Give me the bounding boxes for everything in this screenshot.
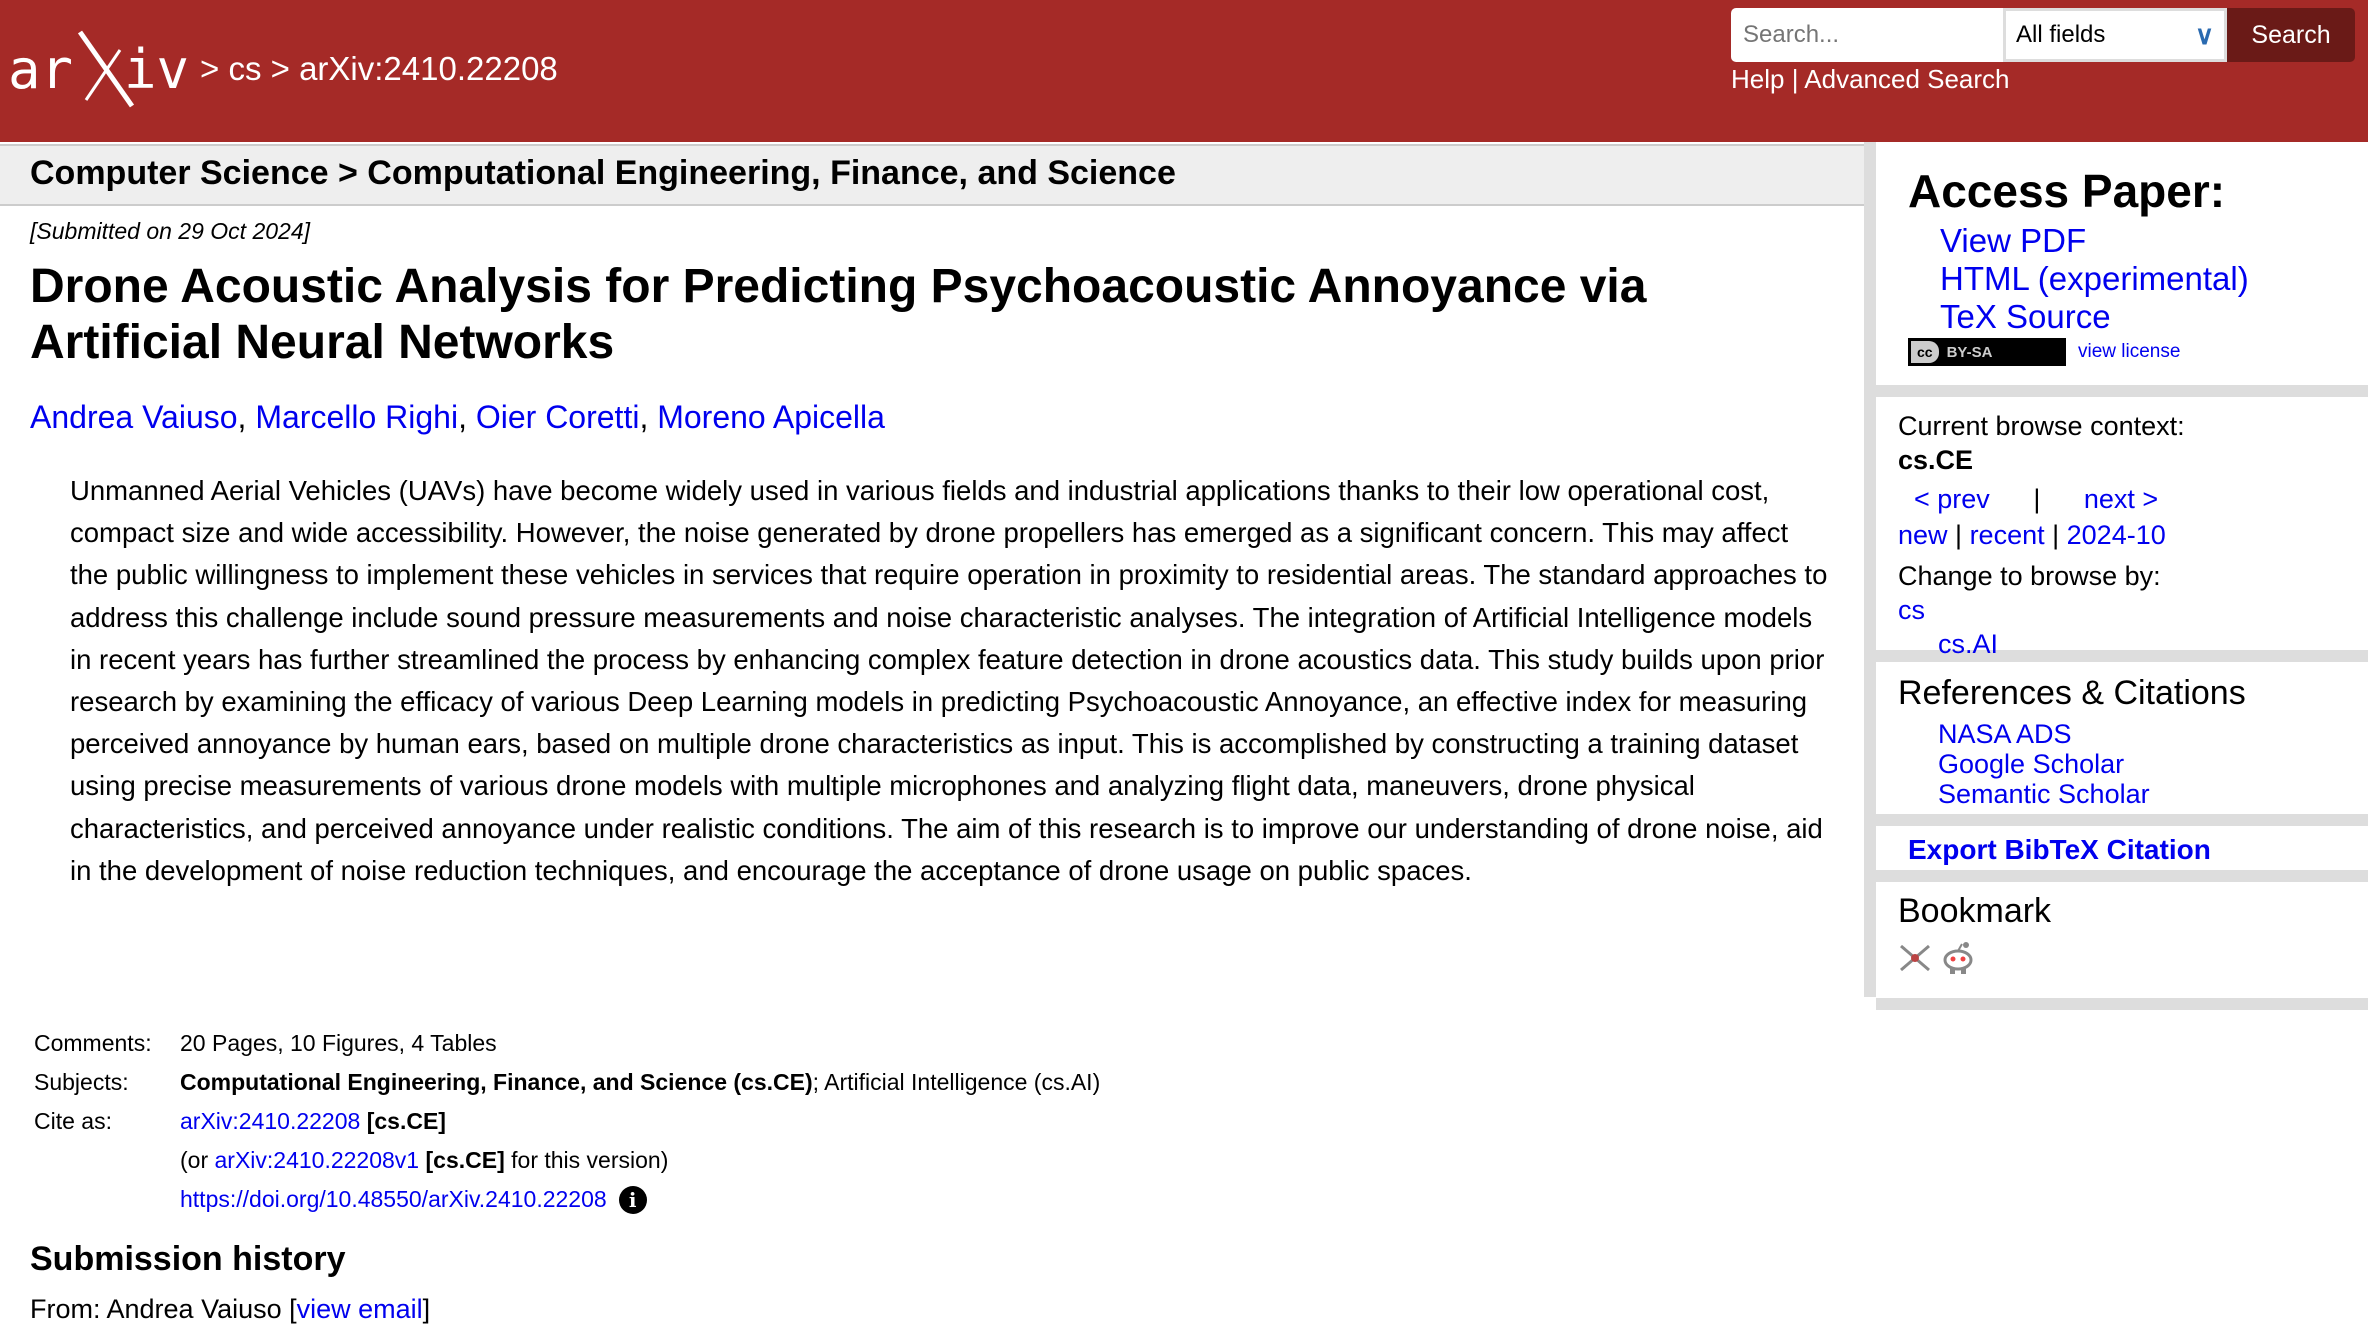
info-icon[interactable]: i xyxy=(619,1186,647,1214)
help-links: Help | Advanced Search xyxy=(1731,64,2010,94)
svg-text:ar: ar xyxy=(8,38,74,101)
separator: | xyxy=(2033,484,2041,514)
cite-version-category: [cs.CE] xyxy=(425,1147,505,1173)
primary-subject: Computational Engineering, Finance, and Science (cs.CE) xyxy=(180,1069,813,1095)
submission-history-title: Submission history xyxy=(30,1240,346,1278)
breadcrumb-paper-id: arXiv:2410.22208 xyxy=(299,50,558,87)
cite-version-prefix: (or xyxy=(180,1147,215,1173)
search-input[interactable] xyxy=(1731,8,2003,62)
cite-version-link[interactable]: arXiv:2410.22208v1 xyxy=(214,1147,420,1173)
doi-link[interactable]: https://doi.org/10.48550/arXiv.2410.22208 xyxy=(180,1185,607,1212)
sidebar-divider xyxy=(1864,142,1876,997)
tex-source-link[interactable]: TeX Source xyxy=(1940,298,2111,335)
secondary-subject: ; Artificial Intelligence (cs.AI) xyxy=(812,1069,1101,1095)
references-box xyxy=(1876,662,2368,826)
bibsonomy-icon[interactable] xyxy=(1898,941,1932,975)
bookmark-title: Bookmark xyxy=(1898,892,2052,930)
next-link[interactable]: next > xyxy=(2083,484,2159,514)
svg-text:iv: iv xyxy=(124,38,190,101)
access-paper-title: Access Paper: xyxy=(1908,165,2226,217)
prev-link[interactable]: < prev xyxy=(1914,484,1990,514)
submission-date: [Submitted on 29 Oct 2024] xyxy=(30,218,311,244)
search-form xyxy=(1731,8,2355,62)
browse-csai-link[interactable]: cs.AI xyxy=(1938,629,1999,659)
view-license-link[interactable]: view license xyxy=(2078,341,2181,362)
html-link[interactable]: HTML (experimental) xyxy=(1940,260,2249,297)
cc-icon: cc xyxy=(1911,341,1939,363)
browse-context-box: Current browse context: cs.CE < prev | next > new | recent | 2024-10 Change to browse by: cs cs.AI xyxy=(1876,397,2368,662)
cc-license-badge[interactable] xyxy=(1908,338,2066,366)
author-link[interactable]: Oier Coretti xyxy=(475,399,640,435)
browse-context-label: Current browse context: xyxy=(1898,411,2185,441)
abstract: Unmanned Aerial Vehicles (UAVs) have become widely used in various fields and industrial applications thanks to their low operational cost, compact size and wide accessibility. However, the noise generated by drone propellers has emerged as a significant concern. This may affect the public willingness to implement these vehicles in services that require operation in proximity to residential areas. The standard approaches to address this challenge include sound pressure measurements and noise characteristic analyses. The integration of Artificial Intelligence models in recent years has further streamlined the process by enhancing complex feature detection in drone acoustics data. This study builds upon prior research by examining the efficacy of various Deep Learning models in predicting Psychoacoustic Annoyance, an effective index for measuring perceived annoyance by human ears, based on multiple drone characteristics as input. This is accomplished by constructing a training dataset using precise measurements of various drone models with multiple microphones and analyzing flight data, maneuvers, drone physical characteristics, and perceived annoyance under realistic conditions. The aim of this research is to improve our understanding of drone noise, aid in the development of noise reduction techniques, and encourage the acceptance of drone usage on public spaces. xyxy=(70,475,1828,886)
semantic-scholar-link[interactable]: Semantic Scholar xyxy=(1938,779,2150,809)
month-link[interactable]: 2024-10 xyxy=(2066,520,2166,550)
category-parent: Computer Science xyxy=(30,154,329,192)
from-text: From: Andrea Vaiuso [ xyxy=(30,1294,297,1324)
recent-link[interactable]: recent xyxy=(1969,520,2045,550)
view-pdf-link[interactable]: View PDF xyxy=(1940,222,2087,259)
paper-title: Drone Acoustic Analysis for Predicting Psychoacoustic Annoyance via Artificial Neural Networks xyxy=(30,260,1647,369)
change-browse-label: Change to browse by: xyxy=(1898,561,2161,591)
submission-from xyxy=(30,1294,430,1325)
breadcrumb-cs[interactable]: cs xyxy=(228,50,262,87)
reddit-icon[interactable] xyxy=(1940,941,1976,975)
cite-label: Cite as: xyxy=(34,1108,112,1134)
search-field-value: All fields xyxy=(2016,21,2106,48)
export-box xyxy=(1876,826,2368,882)
author-link[interactable]: Moreno Apicella xyxy=(657,399,885,435)
license-type: BY-SA xyxy=(1946,343,1993,361)
browse-context-value: cs.CE xyxy=(1898,445,1974,475)
cite-version-suffix: for this version) xyxy=(504,1147,669,1173)
browse-cs-link[interactable]: cs xyxy=(1898,595,1925,625)
author-list: Andrea Vaiuso, Marcello Righi, Oier Coretti, Moreno Apicella xyxy=(30,399,885,435)
comments-value: 20 Pages, 10 Figures, 4 Tables xyxy=(180,1030,497,1056)
chevron-down-icon: ∨ xyxy=(2194,19,2214,50)
arxiv-logo[interactable] xyxy=(8,28,192,108)
cite-id-link[interactable]: arXiv:2410.22208 xyxy=(180,1108,361,1134)
advanced-search-link[interactable]: Advanced Search xyxy=(1804,64,2010,94)
search-field-select[interactable] xyxy=(2003,8,2227,62)
paper-main xyxy=(30,218,1830,892)
search-button[interactable]: Search xyxy=(2227,8,2355,62)
category-breadcrumb: Computer Science > Computational Engineering, Finance, and Science xyxy=(0,144,1864,206)
paper-metadata xyxy=(34,1024,1100,1219)
google-scholar-link[interactable]: Google Scholar xyxy=(1938,749,2125,779)
author-link[interactable]: Andrea Vaiuso xyxy=(30,399,238,435)
new-link[interactable]: new xyxy=(1898,520,1948,550)
breadcrumb: > cs > arXiv:2410.22208 xyxy=(200,50,558,87)
from-suffix: ] xyxy=(422,1294,431,1324)
references-title: References & Citations xyxy=(1898,674,2246,712)
bookmark-box xyxy=(1876,882,2368,1010)
subjects-label: Subjects: xyxy=(34,1069,129,1095)
view-email-link[interactable]: view email xyxy=(296,1294,423,1324)
site-header xyxy=(0,0,2368,142)
cite-category: [cs.CE] xyxy=(366,1108,446,1134)
access-paper-box xyxy=(1876,142,2368,397)
export-bibtex-link[interactable]: Export BibTeX Citation xyxy=(1908,834,2211,865)
sidebar xyxy=(1876,142,2368,1010)
comments-label: Comments: xyxy=(34,1030,152,1056)
author-link[interactable]: Marcello Righi xyxy=(255,399,459,435)
help-link[interactable]: Help xyxy=(1731,64,1785,94)
nasa-ads-link[interactable]: NASA ADS xyxy=(1938,719,2072,749)
category-current: Computational Engineering, Finance, and Science xyxy=(367,154,1176,192)
